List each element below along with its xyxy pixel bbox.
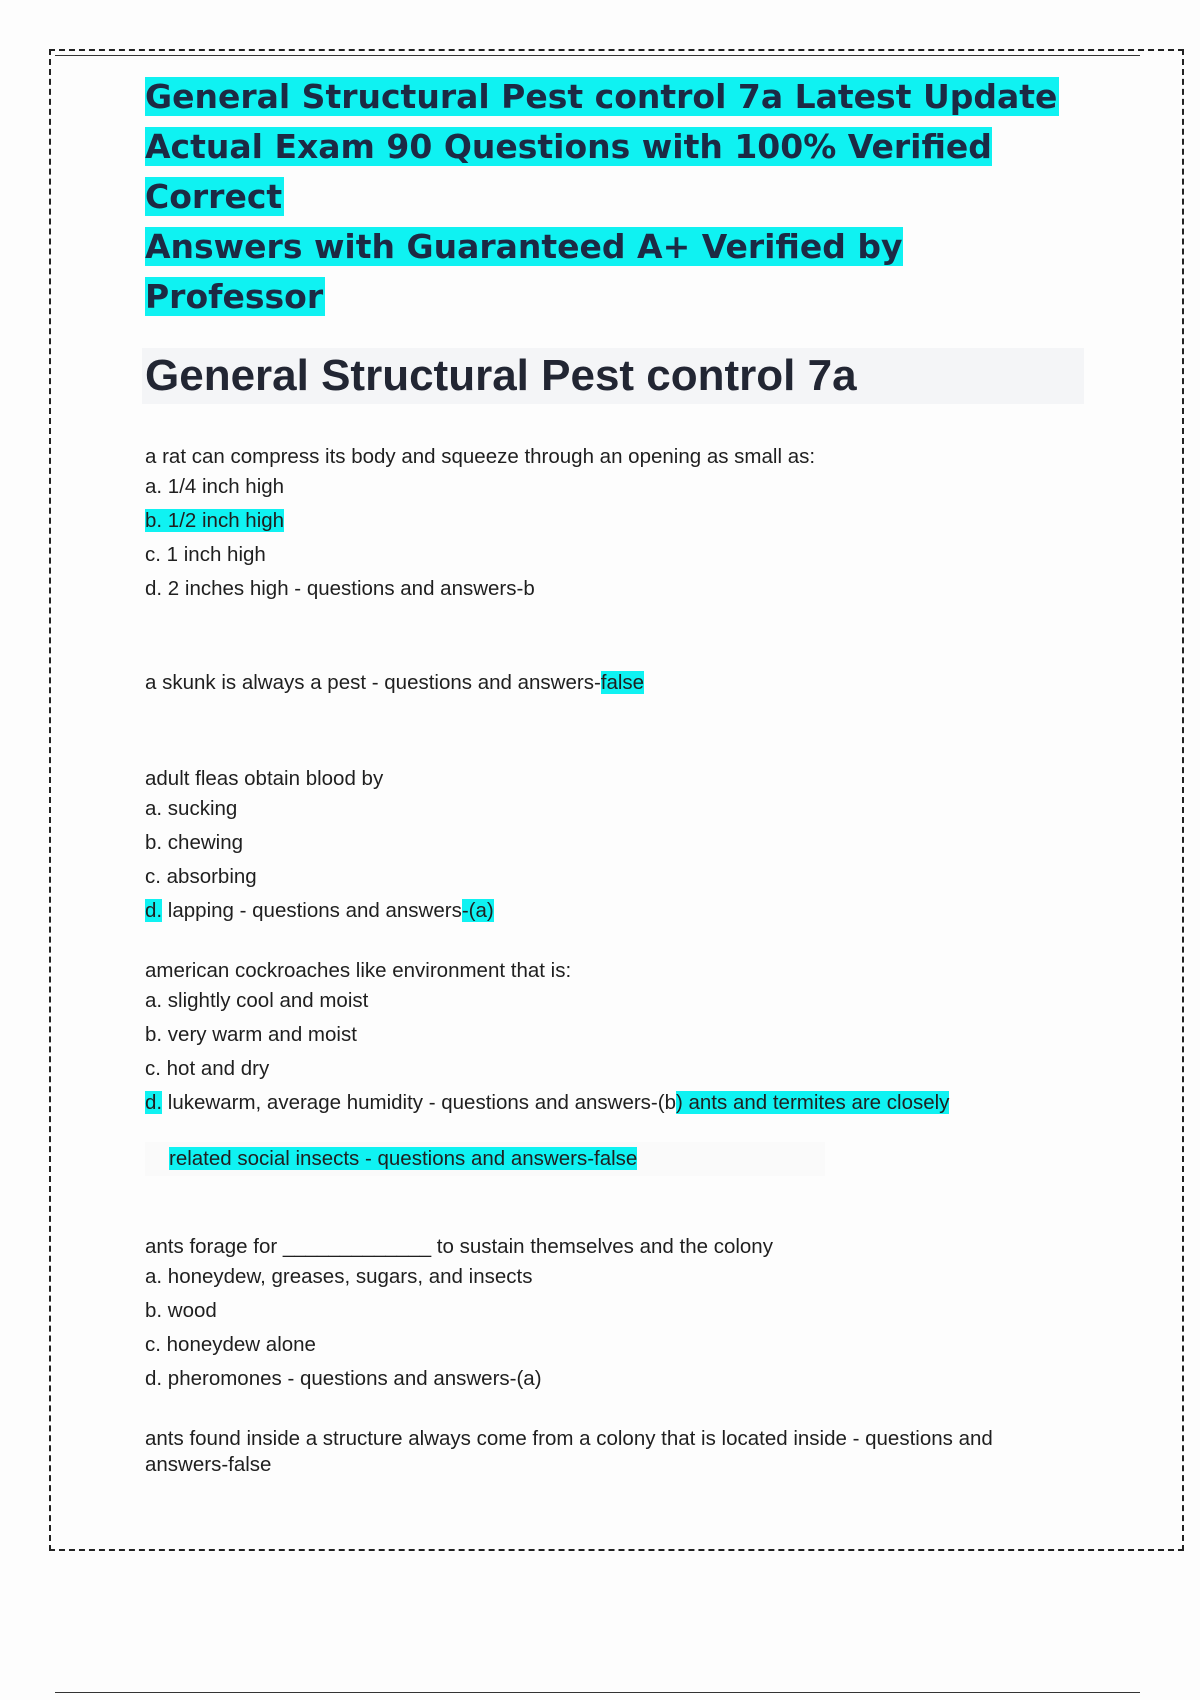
question-text: american cockroaches like environment that is: [145,959,572,982]
option-b [145,504,1090,538]
bottom-rule [55,1692,1140,1693]
option-a [145,984,1090,1018]
question-text: ants forage for _____________ to sustain themselves and the colony [145,1235,773,1258]
continued-highlighted: related social insects - questions and answers-false [169,1147,638,1170]
continued-line-wrap [145,1142,825,1176]
question-text: a rat can compress its body and squeeze through an opening as small as: [145,445,816,468]
question-text-line-1: ants found inside a structure always come from a colony that is located inside - questions and [145,1427,993,1450]
option-d-text: lapping - questions and answers [162,899,462,922]
option-a-text: a. 1/4 inch high [145,475,285,498]
question-block-rat [145,444,1090,606]
option-b [145,1294,1090,1328]
option-d [145,1086,1090,1120]
title-line-2: Actual Exam 90 Questions with 100% Verified Correct [145,127,992,216]
option-c-text: c. 1 inch high [145,543,266,566]
option-a [145,470,1090,504]
option-b-highlighted: b. 1/2 inch high [145,509,285,532]
question-prefix: a skunk is always a pest - questions and answers- [145,671,601,694]
option-c-text: c. hot and dry [145,1057,270,1080]
option-b [145,1018,1090,1052]
option-c [145,538,1090,572]
option-b-text: b. very warm and moist [145,1023,357,1046]
option-d [145,572,1090,606]
option-d-text: d. 2 inches high - questions and answers-b [145,577,535,600]
option-d-text: d. pheromones - questions and answers-(a) [145,1367,542,1390]
document-title [145,72,1090,322]
question-block-ants-forage [145,1234,1090,1396]
option-a [145,792,1090,826]
option-c [145,1052,1090,1086]
option-a-text: a. slightly cool and moist [145,989,369,1012]
question-block-skunk [145,666,1090,700]
option-d [145,894,1090,928]
top-rule [55,55,1140,56]
option-b [145,826,1090,860]
title-line-3: Answers with Guaranteed A+ Verified by Professor [145,227,903,316]
document-content [145,72,1090,1478]
option-a-text: a. honeydew, greases, sugars, and insects [145,1265,533,1288]
option-d-letter-highlighted: d. [145,899,163,922]
question-block-cockroaches [145,958,1090,1176]
option-d [145,1362,1090,1396]
option-c-text: c. absorbing [145,865,257,888]
title-line-1: General Structural Pest control 7a Latest Update [145,77,1058,116]
question-block-fleas [145,766,1090,928]
option-c [145,860,1090,894]
subtitle-box [142,348,1084,404]
option-a [145,1260,1090,1294]
question-block-ants-inside [145,1426,1090,1478]
option-c [145,1328,1090,1362]
question-text: adult fleas obtain blood by [145,767,384,790]
option-b-text: b. chewing [145,831,244,854]
question-text [145,666,1090,700]
option-d-text: lukewarm, average humidity - questions and answers-(b [162,1091,676,1114]
option-c-text: c. honeydew alone [145,1333,316,1356]
question-text-line-2: answers-false [145,1453,272,1476]
option-d-answer-highlighted: -(a) [461,899,494,922]
option-a-text: a. sucking [145,797,238,820]
option-b-text: b. wood [145,1299,217,1322]
option-d-continuation-highlighted: ) ants and termites are closely [675,1091,950,1114]
document-subtitle: General Structural Pest control 7a [145,351,857,400]
option-d-letter-highlighted: d. [145,1091,163,1114]
continued-line [145,1142,825,1176]
answer-highlighted: false [600,671,645,694]
